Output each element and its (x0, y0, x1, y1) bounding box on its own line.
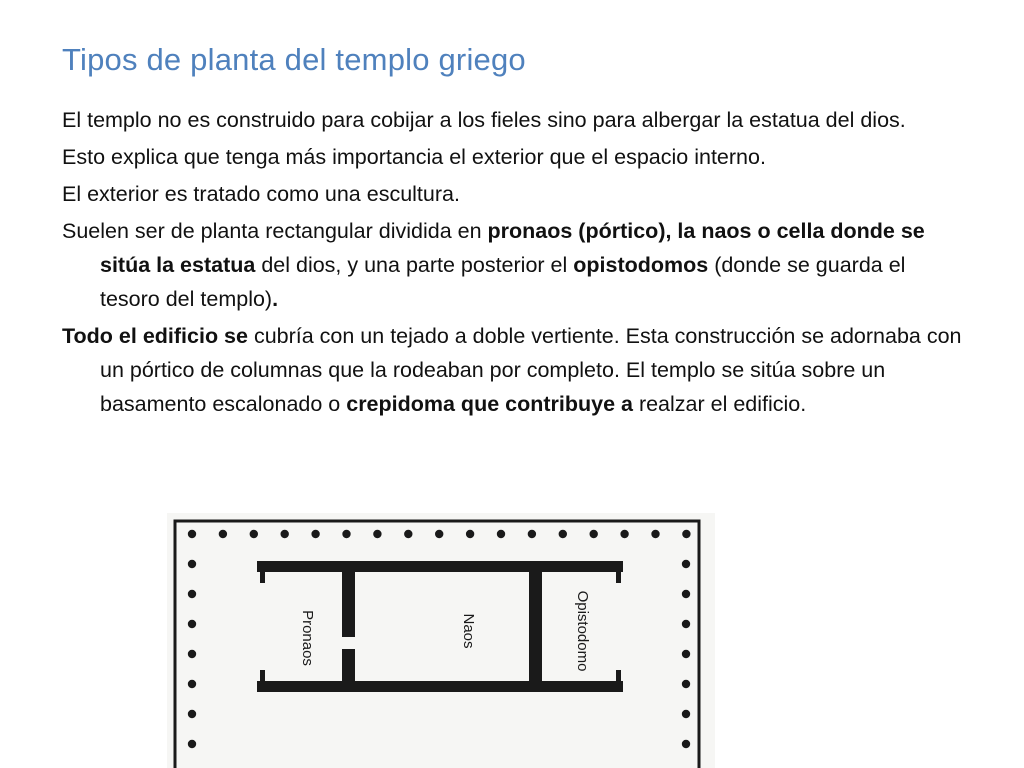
column-dot (188, 560, 196, 568)
plan-paper (167, 513, 715, 768)
body-paragraph (62, 319, 962, 421)
column-dot (250, 530, 258, 538)
column-dot (188, 710, 196, 718)
body-paragraph (62, 177, 962, 211)
bold-text-run: pronaos (pórtico), la naos o cella donde se sitúa la estatua (100, 219, 925, 277)
column-dot (682, 620, 690, 628)
body-paragraph (62, 214, 962, 316)
text-run: realzar el edificio. (632, 392, 807, 416)
bold-text-run: opistodomos (573, 253, 709, 277)
column-dot (682, 530, 690, 538)
column-dot (682, 710, 690, 718)
column-dot (651, 530, 659, 538)
text-run: El exterior es tratado como una escultura. (62, 182, 460, 206)
naos-label: Naos (460, 613, 477, 649)
slide-title: Tipos de planta del templo griego (62, 42, 526, 77)
column-dot (373, 530, 381, 538)
wall-pronaos-naos-upper (342, 561, 355, 637)
column-dot (404, 530, 412, 538)
column-dot (188, 650, 196, 658)
pronaos-label: Pronaos (299, 610, 316, 666)
column-dot (682, 680, 690, 688)
opistodomo-label: Opistodomo (574, 590, 591, 672)
column-dot (682, 650, 690, 658)
bold-text-run: . (272, 287, 279, 311)
column-dot (342, 530, 350, 538)
anta-pronaos-north (260, 572, 265, 583)
body-paragraph (62, 103, 962, 137)
column-dot (188, 620, 196, 628)
column-dot (528, 530, 536, 538)
column-dot (281, 530, 289, 538)
column-dot (219, 530, 227, 538)
column-dot (559, 530, 567, 538)
column-dot (466, 530, 474, 538)
column-dot (682, 740, 690, 748)
column-dot (497, 530, 505, 538)
anta-pronaos-south (260, 670, 265, 681)
text-run: cubría con un tejado a doble vertiente. Esta construcción se adornaba con un pórtico de columnas que la rodeaban por completo. El templo se sitúa sobre un basamento escalonado o (100, 324, 962, 416)
column-dot (435, 530, 443, 538)
temple-floor-plan (167, 513, 715, 768)
column-dot (311, 530, 319, 538)
column-dot (188, 680, 196, 688)
column-dot (620, 530, 628, 538)
temple-floor-plan-drawing (167, 513, 715, 768)
bold-text-run: crepidoma que contribuye a (346, 392, 633, 416)
text-run: El templo no es construido para cobijar a los fieles sino para albergar la estatua del dios. (62, 108, 906, 132)
column-dot (682, 590, 690, 598)
column-dot (188, 590, 196, 598)
column-dot (590, 530, 598, 538)
body-paragraph (62, 140, 962, 174)
column-dot (188, 740, 196, 748)
text-run: del dios, y una parte posterior el (255, 253, 574, 277)
column-dot (682, 560, 690, 568)
wall-pronaos-naos-lower (342, 649, 355, 692)
wall-north (257, 561, 623, 572)
column-dot (188, 530, 196, 538)
slide-body (62, 103, 962, 424)
text-run: Esto explica que tenga más importancia el exterior que el espacio interno. (62, 145, 766, 169)
text-run: Suelen ser de planta rectangular dividida en (62, 219, 488, 243)
bold-text-run: Todo el edificio se (62, 324, 248, 348)
text-run: (donde se guarda el tesoro del templo) (100, 253, 906, 311)
wall-naos-opistodomo (529, 561, 542, 692)
wall-south (257, 681, 623, 692)
anta-opistodomo-north (616, 572, 621, 583)
anta-opistodomo-south (616, 670, 621, 681)
